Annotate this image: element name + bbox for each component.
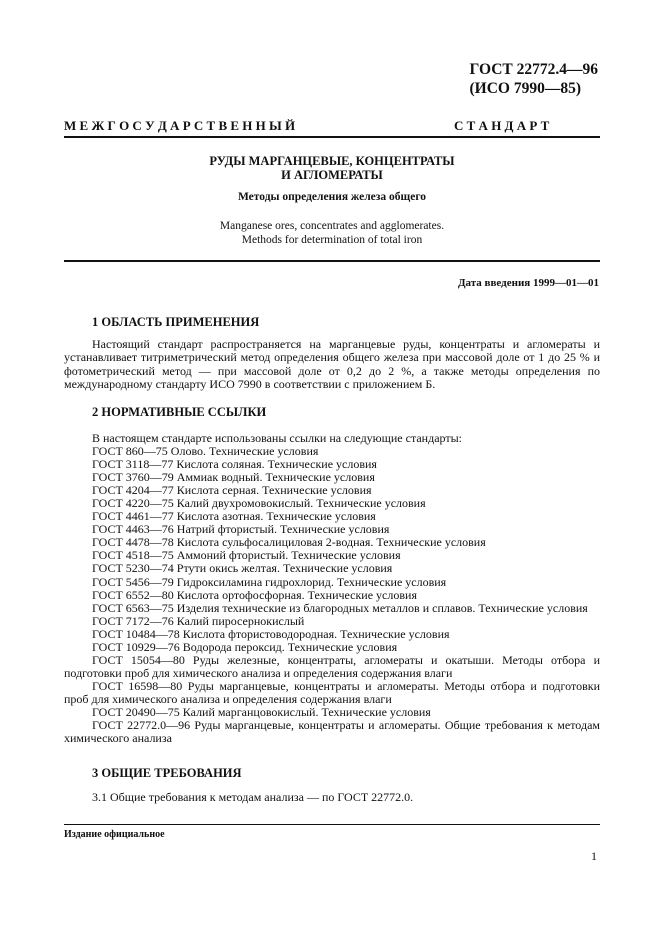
official-edition-label: Издание официальное: [64, 829, 165, 840]
reference-item: ГОСТ 6563—75 Изделия технические из благородных металлов и сплавов. Технические условия: [92, 600, 588, 615]
reference-item: ГОСТ 5456—79 Гидроксиламина гидрохлорид. Технические условия: [92, 574, 447, 589]
section-3-item: 3.1 Общие требования к методам анализа — по ГОСТ 22772.0.: [92, 790, 414, 804]
reference-item: ГОСТ 5230—74 Ртути окись желтая. Технические условия: [92, 561, 393, 576]
section-1-text: Настоящий стандарт распространяется на марганцевые руды, концентраты и агломераты и устанавливает титриметрический метод определения общего железа при массовой доле от 1 до 25 % и фотометрический метод — при массовой доле от 0,2 до 2 %, а также методы определения по международному стандарту ИСО 7990 в соответствии с приложением Б.: [64, 337, 600, 391]
reference-item: ГОСТ 15054—80 Руды железные, концентраты, агломераты и окатыши. Методы отбора и подготовки проб для химического анализа и определения содержания влаги: [64, 652, 600, 680]
section-2-heading: 2 НОРМАТИВНЫЕ ССЫЛКИ: [92, 405, 267, 419]
reference-item: ГОСТ 4463—76 Натрий фтористый. Технические условия: [92, 522, 390, 537]
iso-code: (ИСО 7990—85): [469, 80, 581, 97]
english-title: [64, 219, 600, 247]
document-subtitle: Методы определения железа общего: [237, 191, 427, 203]
references-intro: В настоящем стандарте использованы ссылки на следующие стандарты:: [92, 431, 463, 445]
gost-code: ГОСТ 22772.4—96: [469, 61, 598, 78]
banner-word-standard: С Т А Н Д А Р Т: [454, 118, 550, 133]
reference-item: ГОСТ 4220—75 Калий двухромовокислый. Технические условия: [92, 496, 426, 511]
reference-item: ГОСТ 3118—77 Кислота соляная. Технические условия: [92, 457, 377, 472]
page-number: 1: [591, 849, 597, 863]
header-divider: [64, 136, 600, 138]
title-divider: [64, 260, 600, 262]
english-title-line-2: Methods for determination of total iron: [241, 234, 423, 246]
footer-divider: [64, 824, 600, 825]
reference-item: ГОСТ 22772.0—96 Руды марганцевые, концентраты и агломераты. Общие требования к методам химического анализа: [64, 718, 600, 746]
reference-item: ГОСТ 3760—79 Аммиак водный. Технические условия: [92, 470, 375, 485]
section-1-heading: 1 ОБЛАСТЬ ПРИМЕНЕНИЯ: [92, 315, 260, 329]
document-title: [64, 154, 600, 182]
reference-item: ГОСТ 20490—75 Калий марганцовокислый. Технические условия: [92, 704, 431, 719]
reference-item: ГОСТ 4478—78 Кислота сульфосалициловая 2-водная. Технические условия: [92, 535, 486, 550]
reference-item: ГОСТ 4204—77 Кислота серная. Технические условия: [92, 483, 372, 498]
title-line-2: И АГЛОМЕРАТЫ: [281, 168, 383, 182]
interstate-standard-banner: [64, 118, 600, 134]
english-title-line-1: Manganese ores, concentrates and agglomerates.: [219, 220, 445, 232]
section-3-heading: 3 ОБЩИЕ ТРЕБОВАНИЯ: [92, 766, 242, 780]
reference-item: ГОСТ 860—75 Олово. Технические условия: [92, 444, 319, 459]
reference-item: ГОСТ 7172—76 Калий пиросернокислый: [92, 613, 305, 628]
introduction-date: Дата введения 1999—01—01: [457, 277, 599, 289]
reference-item: ГОСТ 10484—78 Кислота фтористоводородная. Технические условия: [92, 626, 450, 641]
reference-item: ГОСТ 4518—75 Аммоний фтористый. Технические условия: [92, 548, 401, 563]
reference-item: ГОСТ 10929—76 Водорода пероксид. Технические условия: [92, 639, 398, 654]
normative-references-list: [64, 432, 600, 745]
reference-item: ГОСТ 4461—77 Кислота азотная. Технические условия: [92, 509, 376, 524]
standard-code-block: [469, 60, 598, 98]
reference-item: ГОСТ 6552—80 Кислота ортофосфорная. Технические условия: [92, 587, 417, 602]
reference-item: ГОСТ 16598—80 Руды марганцевые, концентраты и агломераты. Методы отбора и подготовки проб для химического анализа и определения содержания влаги: [64, 678, 600, 706]
title-line-1: РУДЫ МАРГАНЦЕВЫЕ, КОНЦЕНТРАТЫ: [209, 154, 455, 168]
banner-word-interstate: М Е Ж Г О С У Д А Р С Т В Е Н Н Ы Й: [64, 118, 296, 133]
